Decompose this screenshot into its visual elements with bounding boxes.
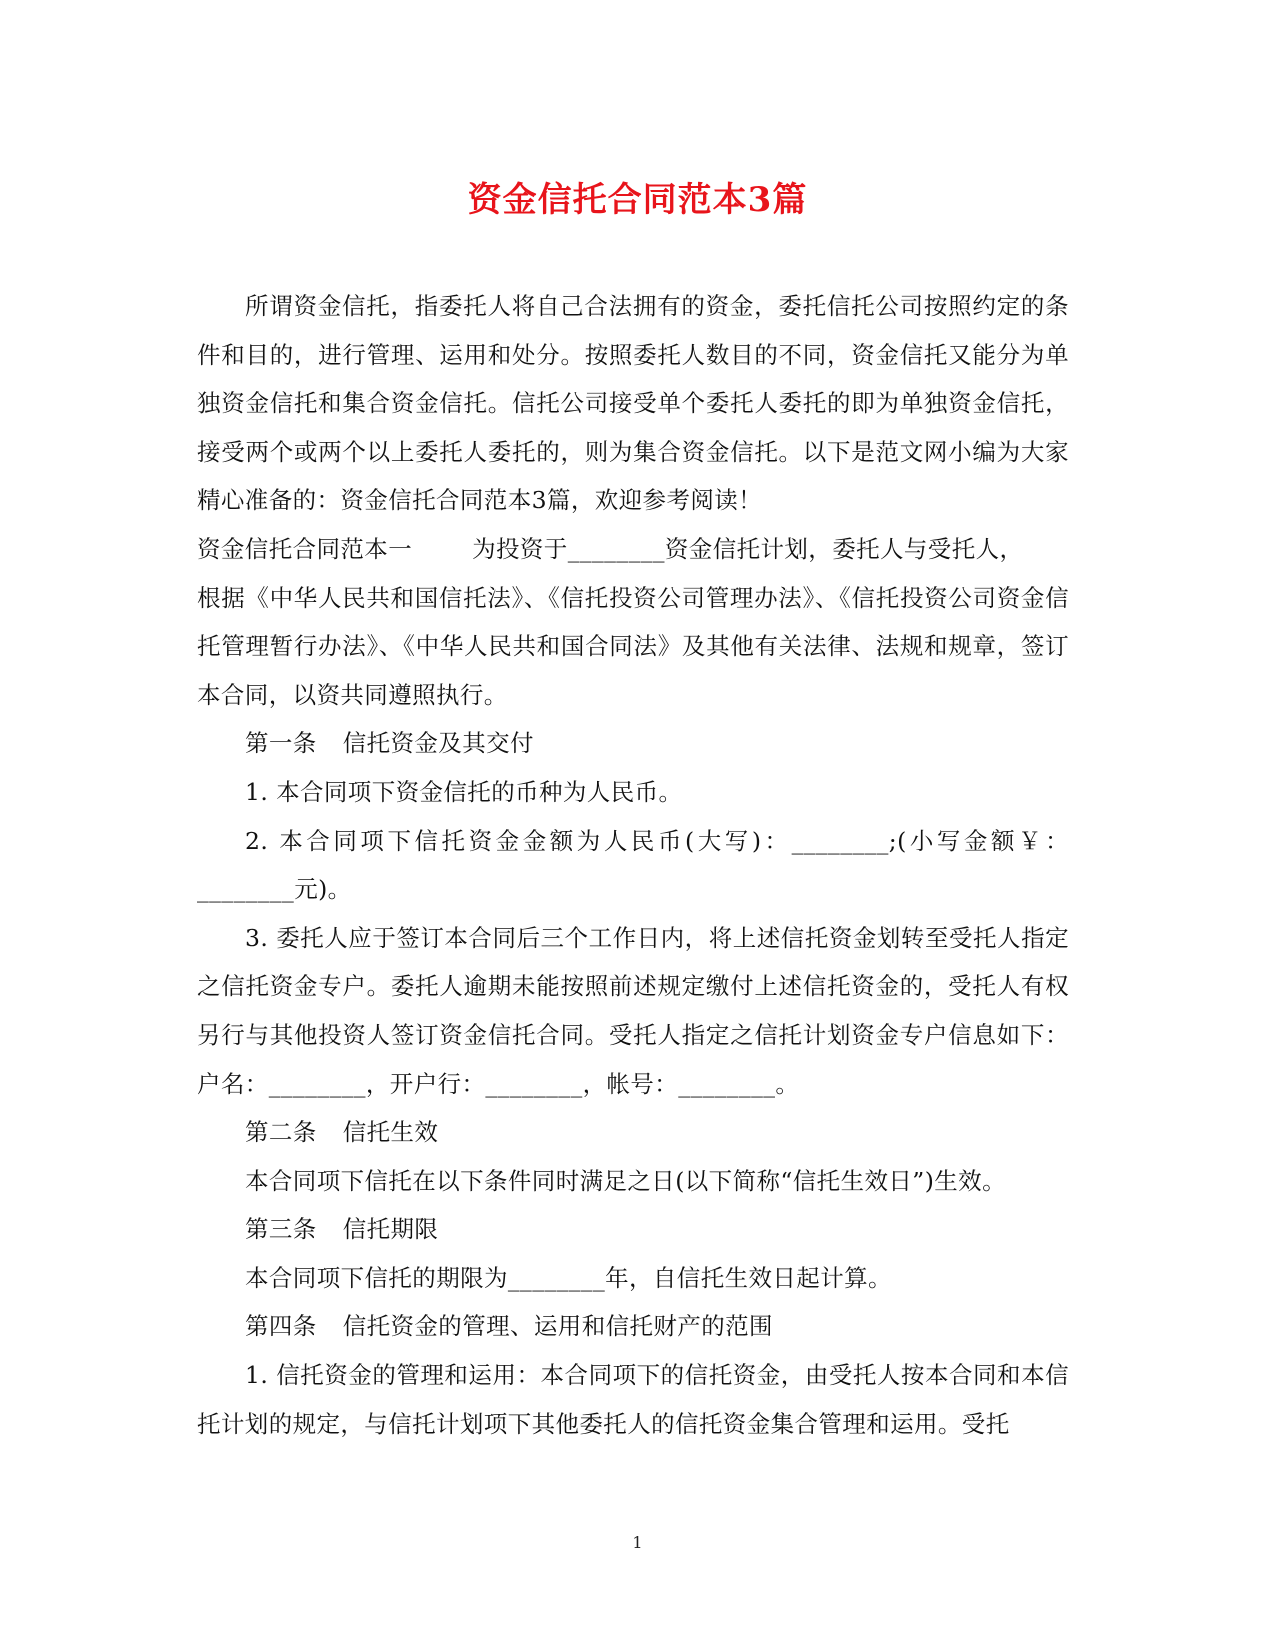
document-body [197, 282, 1069, 1448]
clause-paragraph: 本合同项下信托在以下条件同时满足之日(以下简称“信托生效日”)生效。 [245, 1166, 1006, 1195]
document-title: 资金信托合同范本3篇 [467, 180, 808, 220]
article-heading [197, 1108, 1069, 1157]
clause-paragraph: 1. 本合同项下资金信托的币种为人民币。 [245, 777, 683, 806]
preamble-paragraph: 根据《中华人民共和国信托法》、《信托投资公司管理办法》、《信托投资公司资金信托管理暂行办法》、《中华人民共和国合同法》及其他有关法律、法规和规章，签订本合同，以资共同遵照执行。 [197, 583, 1069, 709]
article-number: 第三条 [245, 1215, 317, 1244]
article-heading [197, 719, 1069, 768]
page-number: 1 [632, 1533, 643, 1552]
intro-paragraph: 所谓资金信托，指委托人将自己合法拥有的资金，委托信托公司按照约定的条件和目的，进行管理、运用和处分。按照委托人数目的不同，资金信托又能分为单独资金信托和集合资金信托。信托公司接受单个委托人委托的即为单独资金信托，接受两个或两个以上委托人委托的，则为集合资金信托。以下是范文网小编为大家精心准备的：资金信托合同范本3篇，欢迎参考阅读！ [197, 292, 1069, 515]
article-title: 信托资金及其交付 [342, 729, 534, 758]
contract-heading-line [197, 525, 1069, 574]
article-number: 第二条 [245, 1118, 317, 1147]
article-heading [197, 1302, 1069, 1351]
contract-heading-label: 资金信托合同范本一 [197, 534, 413, 563]
article-title: 信托期限 [342, 1215, 439, 1244]
article-title: 信托资金的管理、运用和信托财产的范围 [342, 1312, 773, 1341]
article-title: 信托生效 [342, 1118, 439, 1147]
clause-paragraph: 1. 信托资金的管理和运用：本合同项下的信托资金，由受托人按本合同和本信托计划的规定，与信托计划项下其他委托人的信托资金集合管理和运用。受托 [197, 1361, 1069, 1438]
clause-paragraph: 2. 本合同项下信托资金金额为人民币(大写)：________;(小写金额￥：________元)。 [197, 826, 1069, 904]
clause-paragraph: 3. 委托人应于签订本合同后三个工作日内，将上述信托资金划转至受托人指定之信托资金专户。委托人逾期未能按照前述规定缴付上述信托资金的，受托人有权另行与其他投资人签订资金信托合同。受托人指定之信托计划资金专户信息如下：户名：________，开户行：________，帐号：________。 [197, 923, 1069, 1098]
article-number: 第四条 [245, 1312, 317, 1341]
clause-paragraph: 本合同项下信托的期限为________年，自信托生效日起计算。 [245, 1263, 892, 1292]
contract-heading-text: 为投资于________资金信托计划，委托人与受托人， [472, 534, 1024, 563]
article-heading [197, 1205, 1069, 1254]
article-number: 第一条 [245, 729, 317, 758]
